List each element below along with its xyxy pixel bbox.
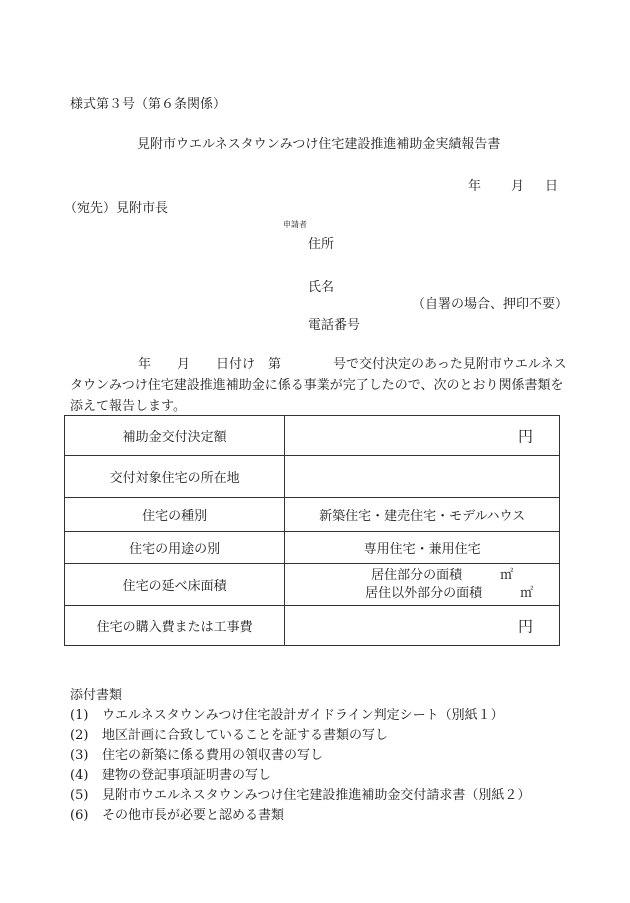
report-table <box>64 415 560 646</box>
table-row <box>65 564 560 606</box>
item-text: その他市長が必要と認める書類 <box>102 808 285 823</box>
location-cell <box>285 456 560 498</box>
list-item <box>70 746 530 766</box>
name-label: 氏名 <box>308 280 335 295</box>
item-text: ウエルネスタウンみつけ住宅設計ガイドライン判定シート（別紙１） <box>102 708 504 723</box>
floor-area-cell <box>285 564 560 606</box>
item-number: (2) <box>70 728 89 743</box>
item-text: 建物の登記事項証明書の写し <box>102 768 272 783</box>
area-unit: ㎡ <box>520 585 534 601</box>
housing-type-cell: 新築住宅・建売住宅・モデルハウス <box>285 498 560 532</box>
table-label-cell: 住宅の延べ床面積 <box>65 564 285 606</box>
list-item <box>70 806 530 826</box>
item-number: (5) <box>70 788 89 803</box>
item-number: (6) <box>70 808 89 823</box>
table-label-cell: 交付対象住宅の所在地 <box>65 456 285 498</box>
date-day: 日 <box>545 179 559 194</box>
table-row <box>65 456 560 498</box>
table-label-cell: 住宅の用途の別 <box>65 532 285 564</box>
addressee: （宛先）見附市長 <box>64 201 169 216</box>
list-item <box>70 706 530 726</box>
yen-unit: 円 <box>517 617 533 635</box>
list-item <box>70 786 530 806</box>
phone-label: 電話番号 <box>308 318 361 333</box>
area-unit: ㎡ <box>500 567 514 583</box>
list-item <box>70 766 530 786</box>
date-year: 年 <box>468 179 482 194</box>
attachments-heading: 添付書類 <box>70 688 123 703</box>
table-label-cell: 住宅の種別 <box>65 498 285 532</box>
attachments-section <box>70 686 530 826</box>
form-number: 様式第３号（第６条関係） <box>70 97 227 112</box>
item-number: (4) <box>70 768 89 783</box>
applicant-label: 申請者 <box>283 220 307 229</box>
address-label: 住所 <box>308 237 335 252</box>
subsidy-amount-cell <box>285 416 560 456</box>
table-label-cell: 住宅の購入費または工事費 <box>65 606 285 646</box>
item-number: (1) <box>70 708 89 723</box>
table-row <box>65 606 560 646</box>
list-item <box>70 726 530 746</box>
cost-cell <box>285 606 560 646</box>
usage-type-cell: 専用住宅・兼用住宅 <box>285 532 560 564</box>
date-month: 月 <box>511 179 525 194</box>
item-number: (3) <box>70 748 89 763</box>
item-text: 地区計画に合致していることを証する書類の写し <box>102 728 389 743</box>
item-text: 見附市ウエルネスタウンみつけ住宅建設推進補助金交付請求書（別紙２） <box>102 788 531 803</box>
item-text: 住宅の新築に係る費用の領収書の写し <box>102 748 324 763</box>
non-residential-area-label: 居住以外部分の面積 <box>365 585 483 601</box>
non-residential-area-line <box>285 585 559 603</box>
table-row <box>65 532 560 564</box>
signature-note: （自署の場合、押印不要） <box>412 297 569 312</box>
date-row <box>468 179 558 195</box>
table-row <box>65 416 560 456</box>
residential-area-label: 居住部分の面積 <box>371 567 463 583</box>
table-row <box>65 498 560 532</box>
table-label-cell: 補助金交付決定額 <box>65 416 285 456</box>
document-title: 見附市ウエルネスタウンみつけ住宅建設推進補助金実績報告書 <box>137 137 501 152</box>
yen-unit: 円 <box>517 427 533 445</box>
report-body-text: 年 月 日付け 第 号で交付決定のあった見附市ウエルネスタウンみつけ住宅建設推進補助金に係る事業が完了したので、次のとおり関係書類を添えて報告します。 <box>70 357 567 414</box>
residential-area-line <box>285 567 559 585</box>
